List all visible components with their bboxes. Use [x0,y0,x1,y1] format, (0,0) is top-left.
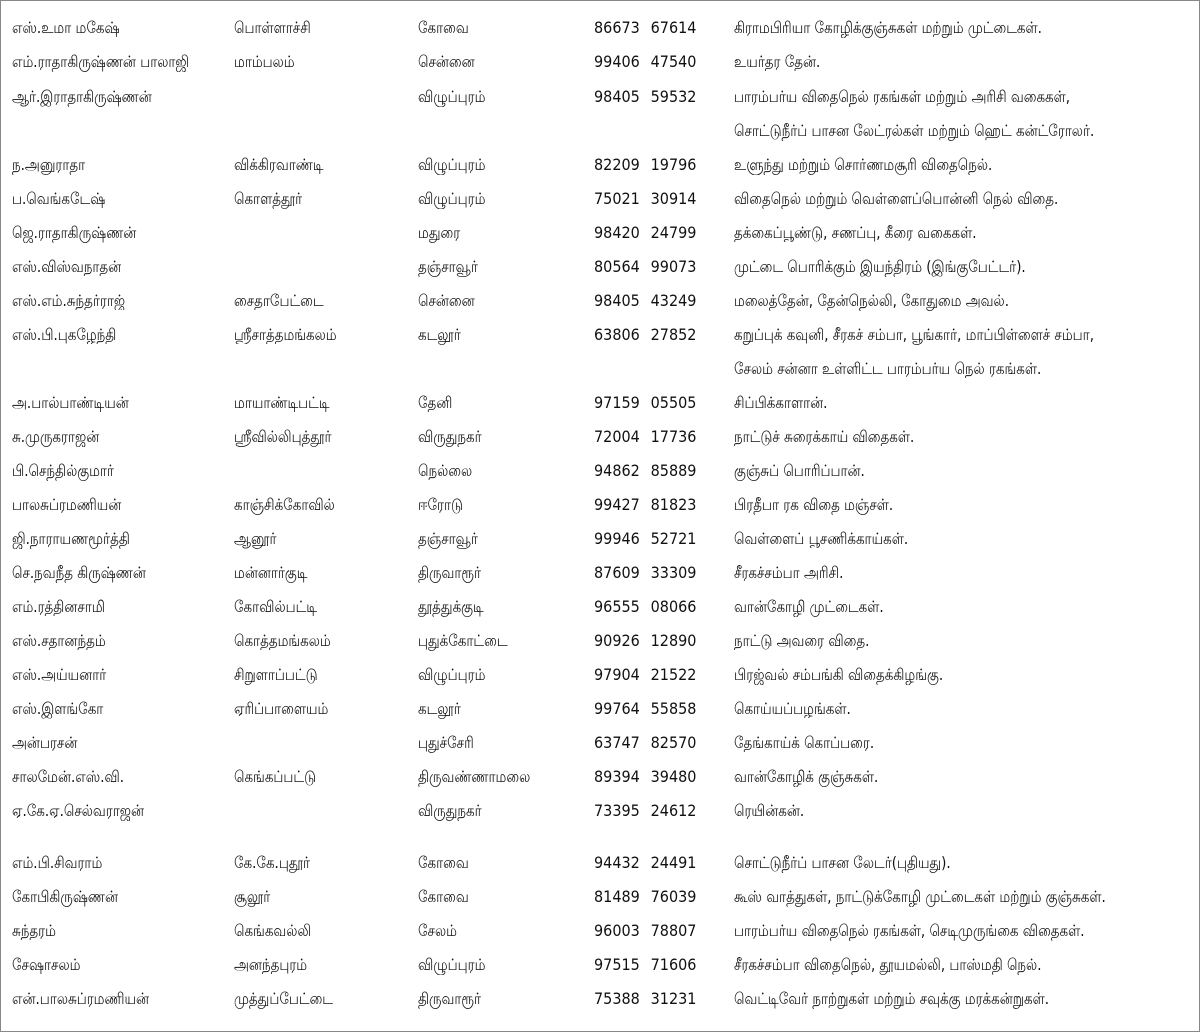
phone-cell [594,794,696,828]
product-cell: முட்டை பொரிக்கும் இயந்திரம் (இங்குபேட்டர்). [734,257,1026,276]
place-cell: சூலூர் [234,887,271,906]
district-cell: தேனி [418,393,453,412]
table-row [0,80,1200,114]
product-cell: கொய்யப்பழங்கள். [734,699,851,718]
phone-part: 21522 [650,665,697,684]
name-cell: ந.அனுராதா [12,155,86,174]
name-cell: என்.பாலசுப்ரமணியன் [12,989,150,1008]
product-cell: சொட்டுநீர்ப் பாசன லேட்ரல்கள் மற்றும் ஹெட் கன்ட்ரோலர். [734,121,1095,140]
phone-part: 97515 [594,955,640,974]
phone-part: 87609 [594,563,640,582]
phone-cell [594,914,696,948]
district-cell: தஞ்சாவூர் [418,257,478,276]
product-cell: நாட்டுச் சுரைக்காய் விதைகள். [734,427,915,446]
district-cell: கடலூர் [418,325,461,344]
table-row [0,182,1200,216]
product-cell: பாரம்பர்ய விதைநெல் ரகங்கள், செடிமுருங்கை விதைகள். [734,921,1085,940]
table-row [0,318,1200,352]
place-cell: கொத்தமங்கலம் [234,631,331,650]
district-cell: புதுக்கோட்டை [418,631,508,650]
phone-part: 82570 [650,733,697,752]
name-cell: சுந்தரம் [12,921,56,940]
phone-part: 96555 [594,597,640,616]
district-cell: விழுப்புரம் [418,665,486,684]
table-row [0,880,1200,914]
product-cell: பிரதீபா ரக விதை மஞ்சள். [734,495,894,514]
table-row [0,522,1200,556]
district-cell: விழுப்புரம் [418,955,486,974]
place-cell: மாயாண்டிபட்டி [234,393,330,412]
district-cell: கடலூர் [418,699,461,718]
district-cell: விழுப்புரம் [418,189,486,208]
district-cell: சேலம் [418,921,457,940]
phone-cell [594,846,696,880]
phone-part: 89394 [594,767,640,786]
phone-cell [594,454,696,488]
place-cell: பொள்ளாச்சி [234,18,311,37]
table-row [0,488,1200,522]
phone-cell [594,250,696,284]
table-row [0,420,1200,454]
phone-cell [594,692,696,726]
product-cell: ரெயின்கன். [734,801,805,820]
name-cell: எம்.ரத்தினசாமி [12,597,106,616]
name-cell: எஸ்.அய்யனார் [12,665,107,684]
place-cell: முத்துப்பேட்டை [234,989,333,1008]
phone-part: 08066 [650,597,697,616]
phone-cell [594,386,696,420]
phone-cell [594,216,696,250]
phone-part: 99427 [594,495,640,514]
phone-part: 43249 [650,291,697,310]
name-cell: சேஷாசலம் [12,955,81,974]
name-cell: எஸ்.எம்.சுந்தர்ராஜ் [12,291,126,310]
phone-part: 72004 [594,427,640,446]
phone-part: 98405 [594,87,640,106]
place-cell: கெங்கப்பட்டு [234,767,317,786]
product-cell: தேங்காய்க் கொப்பரை. [734,733,875,752]
district-cell: கோவை [418,18,469,37]
phone-cell [594,948,696,982]
phone-part: 47540 [650,52,697,71]
product-cell: கூஸ் வாத்துகள், நாட்டுக்கோழி முட்டைகள் மற்றும் குஞ்சுகள். [734,887,1106,906]
phone-part: 81489 [594,887,640,906]
table-row [0,11,1200,45]
name-cell: எஸ்.பி.புகழேந்தி [12,325,117,344]
table-row [0,250,1200,284]
district-cell: சென்னை [418,52,475,71]
name-cell: எஸ்.இளங்கோ [12,699,104,718]
phone-part: 33309 [650,563,697,582]
table-row [0,692,1200,726]
product-cell: சீரகச்சம்பா அரிசி. [734,563,844,582]
phone-part: 39480 [650,767,697,786]
phone-cell [594,590,696,624]
phone-part: 31231 [650,989,697,1008]
phone-part: 55858 [650,699,697,718]
phone-cell [594,658,696,692]
phone-part: 67614 [650,18,697,37]
product-cell: சொட்டுநீர்ப் பாசன லேடர்(புதியது). [734,853,951,872]
phone-part: 59532 [650,87,697,106]
phone-part: 17736 [650,427,697,446]
phone-part: 24491 [650,853,697,872]
phone-part: 63806 [594,325,640,344]
table-row-continuation [0,352,1200,386]
phone-cell [594,182,696,216]
product-cell: சிப்பிக்காளான். [734,393,828,412]
place-cell: காஞ்சிக்கோவில் [234,495,335,514]
phone-cell [594,318,696,352]
product-cell: சேலம் சன்னா உள்ளிட்ட பாரம்பர்ய நெல் ரகங்கள். [734,359,1042,378]
phone-cell [594,45,696,79]
table-row [0,45,1200,79]
name-cell: ஏ.கே.ஏ.செல்வராஜன் [12,801,145,820]
phone-cell [594,556,696,590]
name-cell: எம்.பி.சிவராம் [12,853,103,872]
district-cell: தஞ்சாவூர் [418,529,478,548]
name-cell: பி.செந்தில்குமார் [12,461,114,480]
table-row [0,914,1200,948]
name-cell: அ.பால்பாண்டியன் [12,393,129,412]
phone-cell [594,80,696,114]
place-cell: அனந்தபுரம் [234,955,308,974]
table-row [0,760,1200,794]
table-row [0,624,1200,658]
name-cell: சாலமேன்.எஸ்.வி. [12,767,125,786]
phone-part: 99764 [594,699,640,718]
table-row [0,454,1200,488]
phone-part: 24612 [650,801,697,820]
product-cell: கிராமபிரியா கோழிக்குஞ்சுகள் மற்றும் முட்டைகள். [734,18,1042,37]
phone-cell [594,420,696,454]
phone-part: 99073 [650,257,697,276]
place-cell: கோவில்பட்டி [234,597,318,616]
phone-part: 12890 [650,631,697,650]
place-cell: கே.கே.புதூர் [234,853,311,872]
table-row [0,982,1200,1016]
district-cell: விருதுநகர் [418,427,482,446]
district-cell: கோவை [418,853,469,872]
phone-part: 94862 [594,461,640,480]
name-cell: ஆர்.இராதாகிருஷ்ணன் [12,87,152,106]
phone-part: 90926 [594,631,640,650]
place-cell: ஸ்ரீசாத்தமங்கலம் [234,325,337,344]
product-cell: வான்கோழிக் குஞ்சுகள். [734,767,879,786]
district-cell: புதுச்சேரி [418,733,474,752]
name-cell: ஜி.நாராயணமூர்த்தி [12,529,130,548]
place-cell: கொளத்தூர் [234,189,303,208]
place-cell: மன்னார்குடி [234,563,308,582]
district-cell: கோவை [418,887,469,906]
phone-cell [594,488,696,522]
name-cell: செ.நவநீத கிருஷ்ணன் [12,563,146,582]
place-cell: சிறுளாப்பட்டு [234,665,318,684]
phone-part: 99946 [594,529,640,548]
phone-part: 76039 [650,887,697,906]
name-cell: பாலசுப்ரமணியன் [12,495,122,514]
phone-part: 96003 [594,921,640,940]
phone-part: 73395 [594,801,640,820]
table-row [0,386,1200,420]
phone-part: 94432 [594,853,640,872]
phone-part: 52721 [650,529,697,548]
district-cell: விருதுநகர் [418,801,482,820]
product-cell: மலைத்தேன், தேன்நெல்லி, கோதுமை அவல். [734,291,1009,310]
place-cell: சைதாபேட்டை [234,291,324,310]
name-cell: எம்.ராதாகிருஷ்ணன் பாலாஜி [12,52,190,71]
district-cell: சென்னை [418,291,475,310]
product-cell: நாட்டு அவரை விதை. [734,631,870,650]
place-cell: ஆனூர் [234,529,277,548]
district-cell: தூத்துக்குடி [418,597,484,616]
name-cell: எஸ்.விஸ்வநாதன் [12,257,122,276]
product-cell: பிரஜ்வல் சம்பங்கி விதைக்கிழங்கு. [734,665,944,684]
district-cell: திருவண்ணாமலை [418,767,531,786]
phone-cell [594,11,696,45]
place-cell: ஏரிப்பாளையம் [234,699,329,718]
phone-part: 85889 [650,461,697,480]
phone-part: 24799 [650,223,697,242]
name-cell: சு.முருகராஜன் [12,427,100,446]
product-cell: கறுப்புக் கவுனி, சீரகச் சம்பா, பூங்கார், மாப்பிள்ளைச் சம்பா, [734,325,1094,344]
product-cell: விதைநெல் மற்றும் வெள்ளைப்பொன்னி நெல் விதை. [734,189,1059,208]
product-cell: குஞ்சுப் பொரிப்பான். [734,461,865,480]
table-row [0,658,1200,692]
table-row [0,794,1200,828]
phone-part: 30914 [650,189,697,208]
product-cell: வெள்ளைப் பூசணிக்காய்கள். [734,529,909,548]
product-cell: உயர்தர தேன். [734,52,821,71]
name-cell: எஸ்.சதானந்தம் [12,631,106,650]
phone-cell [594,760,696,794]
phone-cell [594,982,696,1016]
product-cell: சீரகச்சம்பா விதைநெல், தூயமல்லி, பாஸ்மதி நெல். [734,955,1042,974]
phone-cell [594,624,696,658]
phone-part: 75021 [594,189,640,208]
phone-cell [594,522,696,556]
phone-cell [594,726,696,760]
place-cell: கெங்கவல்லி [234,921,312,940]
phone-part: 86673 [594,18,640,37]
product-cell: உளுந்து மற்றும் சொர்ணமசூரி விதைநெல். [734,155,993,174]
phone-part: 05505 [650,393,697,412]
product-cell: தக்கைப்பூண்டு, சணப்பு, கீரை வகைகள். [734,223,977,242]
district-cell: விழுப்புரம் [418,87,486,106]
district-cell: நெல்லை [418,461,473,480]
phone-part: 82209 [594,155,640,174]
phone-part: 99406 [594,52,640,71]
phone-part: 98405 [594,291,640,310]
district-cell: விழுப்புரம் [418,155,486,174]
district-cell: ஈரோடு [418,495,463,514]
product-cell: வான்கோழி முட்டைகள். [734,597,884,616]
phone-cell [594,148,696,182]
name-cell: ப.வெங்கடேஷ் [12,189,106,208]
phone-part: 81823 [650,495,697,514]
table-row [0,284,1200,318]
table-row [0,216,1200,250]
place-cell: விக்கிரவாண்டி [234,155,324,174]
phone-part: 75388 [594,989,640,1008]
product-cell: வெட்டிவேர் நாற்றுகள் மற்றும் சவுக்கு மரக்கன்றுகள். [734,989,1049,1008]
name-cell: எஸ்.உமா மகேஷ் [12,18,120,37]
phone-cell [594,880,696,914]
phone-cell [594,284,696,318]
phone-part: 63747 [594,733,640,752]
district-cell: திருவாரூர் [418,563,481,582]
table-row [0,948,1200,982]
place-cell: ஸ்ரீவில்லிபுத்தூர் [234,427,332,446]
table-row [0,590,1200,624]
name-cell: அன்பரசன் [12,733,78,752]
table-row [0,726,1200,760]
place-cell: மாம்பலம் [234,52,295,71]
phone-part: 27852 [650,325,697,344]
phone-part: 80564 [594,257,640,276]
district-cell: திருவாரூர் [418,989,481,1008]
product-cell: பாரம்பர்ய விதைநெல் ரகங்கள் மற்றும் அரிசி வகைகள், [734,87,1071,106]
table-row [0,846,1200,880]
table-row [0,148,1200,182]
district-cell: மதுரை [418,223,461,242]
phone-part: 98420 [594,223,640,242]
phone-part: 71606 [650,955,697,974]
name-cell: கோபிகிருஷ்ணன் [12,887,119,906]
phone-part: 78807 [650,921,697,940]
name-cell: ஜெ.ராதாகிருஷ்ணன் [12,223,137,242]
phone-part: 19796 [650,155,697,174]
phone-part: 97159 [594,393,640,412]
table-row [0,556,1200,590]
phone-part: 97904 [594,665,640,684]
table-row-continuation [0,114,1200,148]
